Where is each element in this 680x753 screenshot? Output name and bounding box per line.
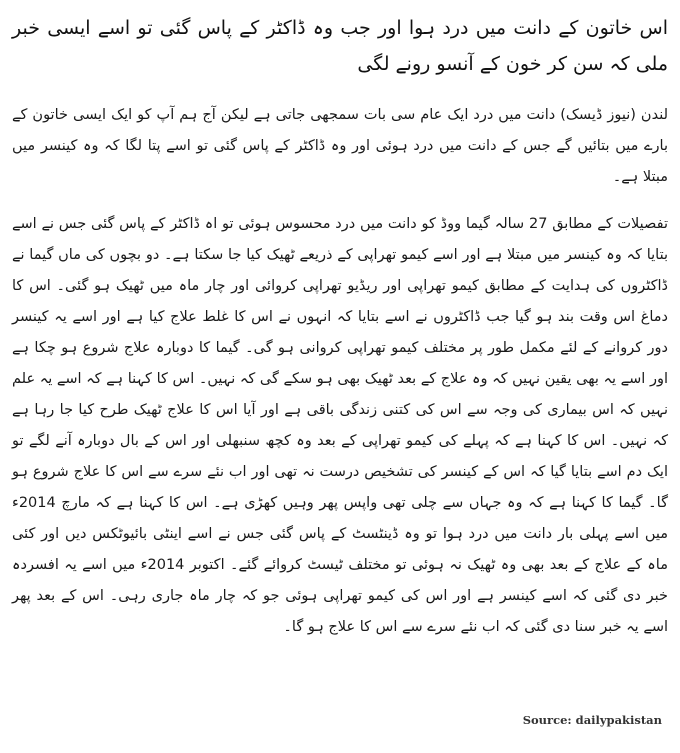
source-credit: Source: dailypakistan: [522, 713, 662, 727]
article-paragraph-intro: لندن (نیوز ڈیسک) دانت میں درد ایک عام سی بات سمجھی جاتی ہے لیکن آج ہم آپ کو ایک ایسی خاتون کے بارے میں بتائیں گے جس کے دانت میں درد ہوئی اور وہ ڈاکٹر کے پاس گئی تو اسے پتا لگا کہ وہ کینسر میں مبتلا ہے۔: [12, 107, 668, 185]
article-paragraph-details: تفصیلات کے مطابق 27 سالہ گیما ووڈ کو دانت میں درد محسوس ہوئی تو اہ ڈاکٹر کے پاس گئی جس نے اسے بتایا کہ وہ کینسر میں مبتلا ہے اور اسے کیمو تھراپی کے ذریعے ٹھیک کیا جا سکتا ہے۔ دو بچوں کی ماں گیما نے ڈاکٹروں کی ہدایت کے مطابق کیمو تھراپی اور ریڈیو تھراپی کروائی اور چار ماہ میں ٹھیک ہو گئی۔ اس کا دماغ اس وقت بند ہو گیا جب ڈاکٹروں نے اسے بتایا کہ انہوں نے اس کا غلط علاج کیا ہے اور اسے یہ کینسر دور کروانے کے لئے مکمل طور پر مختلف کیمو تھراپی کروانی ہو گی۔ گیما کا دوبارہ علاج شروع ہو چکا ہے اور اسے یہ بھی یقین نہیں کہ وہ علاج کے بعد ٹھیک بھی ہو سکے گی کہ نہیں۔ اس کا کہنا ہے کہ اسے یہ علم نہیں کہ اس بیماری کی وجہ سے اس کی کتنی زندگی باقی ہے اور آیا اس کا علاج ٹھیک طرح کیا جا رہا ہے کہ نہیں۔ اس کا کہنا ہے کہ پہلے کی کیمو تھراپی کے بعد وہ کچھ سنبھلی اور اس کے بال دوبارہ آنے لگے تو ایک دم اسے بتایا گیا کہ اس کے کینسر کی تشخیص درست نہ تھی اور اب نئے سرے سے اس کا علاج شروع ہو گا۔ گیما کا کہنا ہے کہ وہ جہاں سے چلی تھی واپس پھر وہیں کھڑی ہے۔ اس کا کہنا ہے کہ مارچ 2014ء میں اسے پہلی بار دانت میں درد ہوا تو وہ ڈینٹسٹ کے پاس گئی جس نے اسے اینٹی بائیوٹکس دیں اور کئی ماہ کے علاج کے بعد بھی وہ ٹھیک نہ ہوئی تو مختلف ٹیسٹ کروائے گئے۔ اکتوبر 2014ء میں اسے یہ افسردہ خبر دی گئی کہ اسے کینسر ہے اور اس کی کیمو تھراپی ہوئی جو کہ چار ماہ جاری رہی۔ اس کے بعد پھر اسے یہ خبر سنا دی گئی کہ اب نئے سرے سے اس کا علاج ہو گا۔: [12, 216, 668, 635]
article: [12, 10, 668, 659]
article-headline: اس خاتون کے دانت میں درد ہوا اور جب وہ ڈاکٹر کے پاس گئی تو اسے ایسی خبر ملی کہ سن کر خون کے آنسو رونے لگی: [12, 17, 668, 75]
